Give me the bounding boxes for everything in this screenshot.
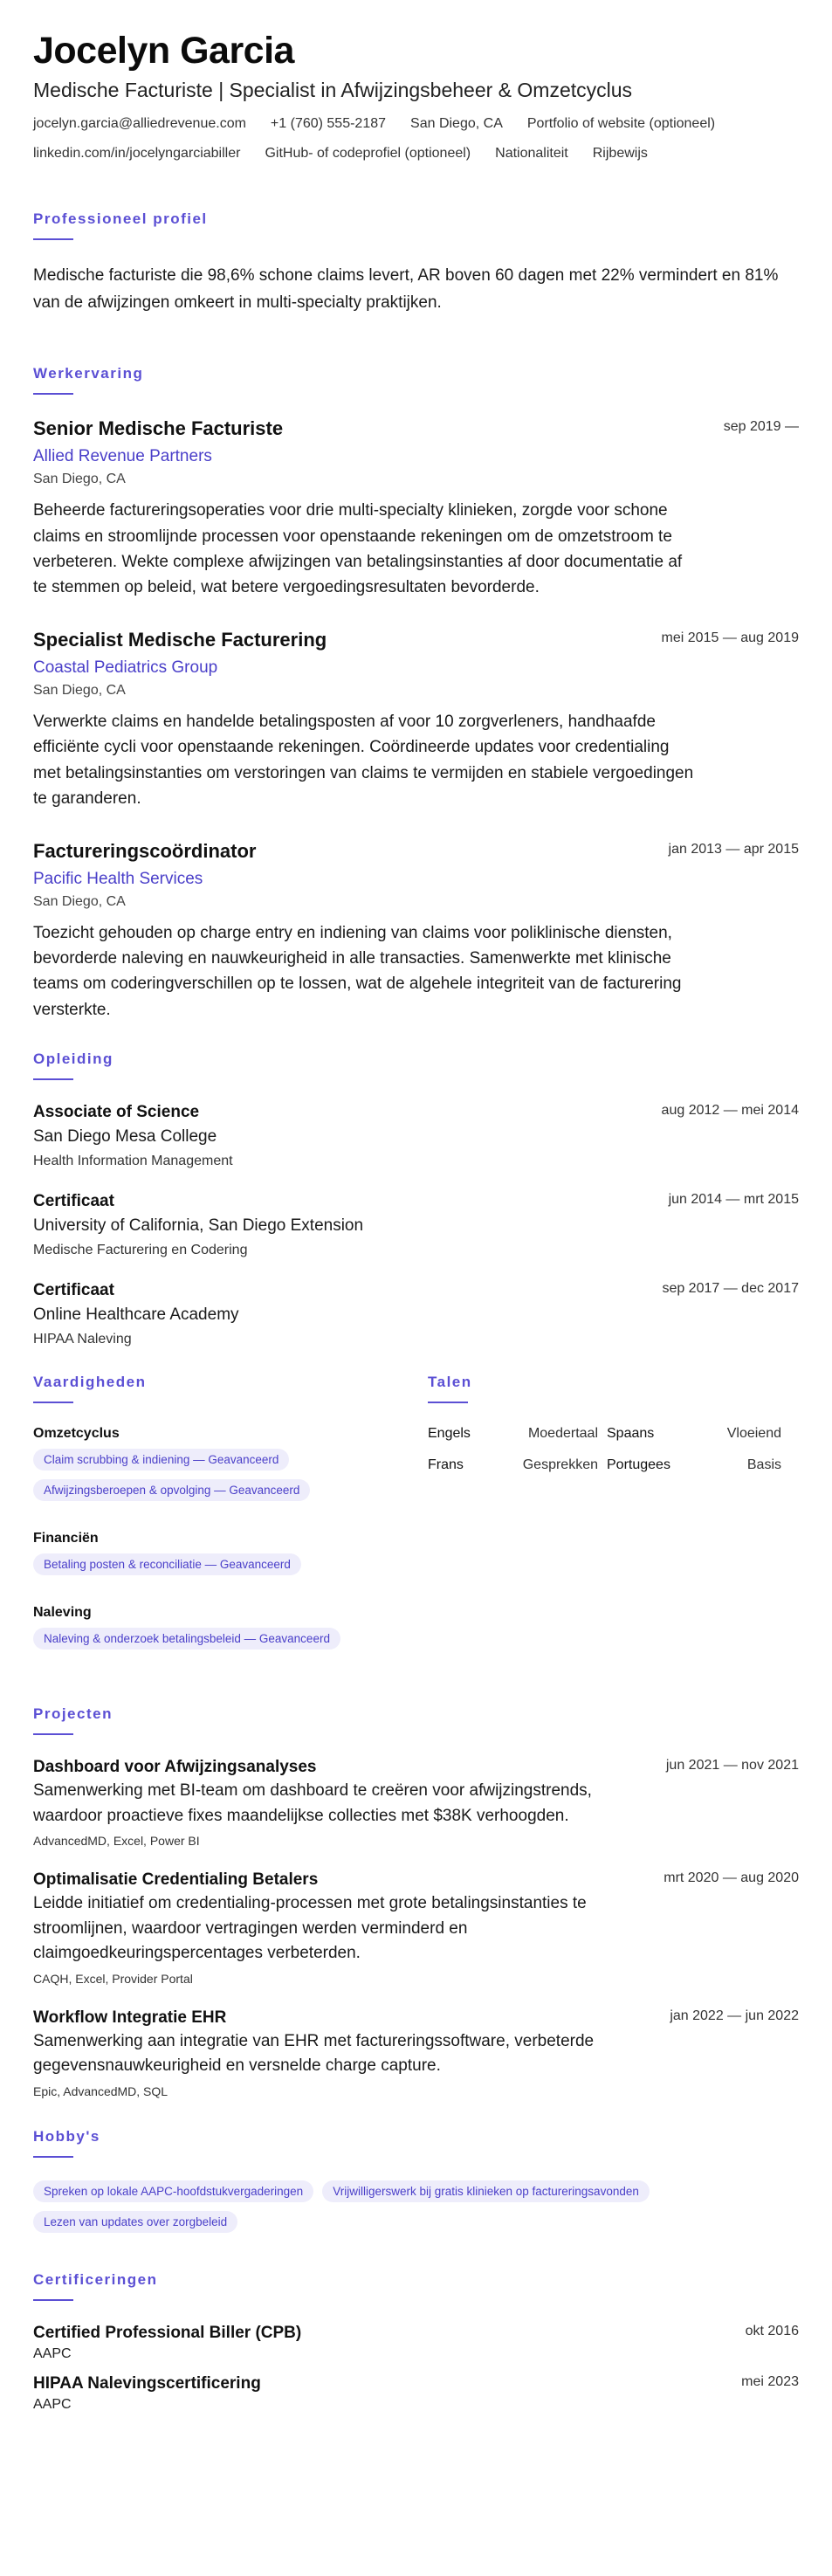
- job-description: Beheerde factureringsoperaties voor drie multi-specialty klinieken, zorgde voor schone claims en stroomlijnde processen voor openstaande rekeningen om de omzetstroom te verbeteren. Wekte complexe afwijzingen van betalingsinstanties af door documentatie af te stemmen op beleid, wat betere vergoedingsresultaten bevorderde.: [33, 501, 683, 597]
- project-dates: mrt 2020 — aug 2020: [664, 1870, 799, 1886]
- section-divider: [33, 238, 73, 240]
- skills-column: [33, 1374, 428, 1679]
- certifications-section: [33, 2271, 799, 2413]
- section-title: Professioneel profiel: [33, 210, 208, 228]
- job-title: Senior Medische Facturiste: [33, 417, 284, 440]
- job-entry: [33, 417, 799, 601]
- language-name: Spaans: [607, 1426, 655, 1442]
- education-field: Health Information Management: [33, 1154, 233, 1169]
- job-location: San Diego, CA: [33, 472, 126, 487]
- job-entry: [33, 629, 799, 812]
- language-name: Engels: [428, 1426, 471, 1442]
- resume-header: [33, 30, 799, 162]
- skills-languages-section: [33, 1374, 799, 1679]
- education-entry: [33, 1192, 799, 1258]
- project-description: Leidde initiatief om credentialing-processen met grote betalingsinstanties te stroomlijnen, waardoor vertragingen werden verminderd en claimgoedkeuringspercentages verbeterden.: [33, 1894, 587, 1963]
- job-description: Verwerkte claims en handelde betalingsposten af voor 10 zorgverleners, handhaafde efficiënte cycli voor openstaande rekeningen. Coördineerde updates voor credentialing met betalingsinstanties om verstoringen van claims te vermijden en stabiele vergoedingen te garanderen.: [33, 712, 694, 809]
- skill-chip: Betaling posten & reconciliatie — Geavanceerd: [33, 1553, 301, 1575]
- section-divider: [428, 1402, 468, 1403]
- job-entry: [33, 840, 799, 1023]
- section-divider: [33, 2299, 73, 2301]
- job-company: Coastal Pediatrics Group: [33, 658, 218, 677]
- education-school: Online Healthcare Academy: [33, 1305, 239, 1325]
- section-title: Werkervaring: [33, 365, 144, 382]
- hobbies-section: [33, 2128, 799, 2242]
- education-section: [33, 1050, 799, 1347]
- hobby-list: [33, 2180, 799, 2242]
- section-divider: [33, 1078, 73, 1080]
- hobby-chip: Lezen van updates over zorgbeleid: [33, 2211, 237, 2233]
- language-name: Portugees: [607, 1457, 670, 1473]
- education-dates: sep 2017 — dec 2017: [662, 1281, 799, 1297]
- project-title: Optimalisatie Credentialing Betalers: [33, 1870, 319, 1890]
- project-title: Workflow Integratie EHR: [33, 2008, 227, 2027]
- education-school: San Diego Mesa College: [33, 1127, 217, 1147]
- contact-phone[interactable]: +1 (760) 555-2187: [270, 116, 387, 132]
- job-dates: jan 2013 — apr 2015: [668, 841, 799, 857]
- certification-name: Certified Professional Biller (CPB): [33, 2323, 302, 2342]
- skill-group: [33, 1605, 428, 1658]
- language-level: Basis: [746, 1457, 781, 1473]
- project-tech: AdvancedMD, Excel, Power BI: [33, 1834, 200, 1849]
- job-location: San Diego, CA: [33, 682, 126, 698]
- skill-group: [33, 1426, 428, 1510]
- contact-row-2: [33, 146, 799, 162]
- education-degree: Associate of Science: [33, 1103, 200, 1122]
- section-divider: [33, 1733, 73, 1735]
- certification-entry: [33, 2374, 799, 2413]
- contact-location: San Diego, CA: [410, 116, 503, 132]
- language-level: Gesprekken: [522, 1457, 598, 1473]
- project-dates: jun 2021 — nov 2021: [665, 1758, 799, 1774]
- certification-issuer: AAPC: [33, 2345, 72, 2361]
- project-title: Dashboard voor Afwijzingsanalyses: [33, 1758, 317, 1777]
- section-title: Projecten: [33, 1705, 113, 1723]
- education-field: HIPAA Naleving: [33, 1332, 132, 1347]
- project-description: Samenwerking aan integratie van EHR met factureringssoftware, verbeterde gegevensnauwkeurigheid en versnelde charge capture.: [33, 2031, 595, 2076]
- job-location: San Diego, CA: [33, 893, 126, 909]
- language-level: Moedertaal: [527, 1426, 598, 1442]
- profile-summary: Medische facturiste die 98,6% schone claims levert, AR boven 60 dagen met 22% vermindert en 81% van de afwijzingen omkeert in multi-specialty praktijken.: [33, 266, 779, 312]
- languages-list: [428, 1426, 799, 1473]
- education-entry: [33, 1103, 799, 1169]
- job-company: Pacific Health Services: [33, 869, 203, 888]
- certification-issuer: AAPC: [33, 2396, 72, 2412]
- job-title: Specialist Medische Facturering: [33, 628, 327, 651]
- languages-column: [428, 1374, 799, 1679]
- education-degree: Certificaat: [33, 1281, 114, 1300]
- projects-section: [33, 1705, 799, 2098]
- contact-portfolio[interactable]: Portfolio of website (optioneel): [526, 116, 716, 132]
- certification-date: okt 2016: [745, 2323, 799, 2338]
- certification-date: mei 2023: [741, 2373, 799, 2389]
- hobby-chip: Spreken op lokale AAPC-hoofdstukvergaderingen: [33, 2180, 313, 2202]
- section-title: Talen: [428, 1374, 472, 1391]
- project-description: Samenwerking met BI-team om dashboard te creëren voor afwijzingstrends, waardoor proactieve fixes maandelijkse collecties met $38K verhoogden.: [33, 1781, 592, 1825]
- skill-chip: Claim scrubbing & indiening — Geavanceerd: [33, 1449, 289, 1471]
- contact-github[interactable]: GitHub- of codeprofiel (optioneel): [265, 146, 471, 162]
- project-tech: CAQH, Excel, Provider Portal: [33, 1971, 193, 1986]
- certification-entry: [33, 2324, 799, 2362]
- project-entry: [33, 2008, 799, 2098]
- section-divider: [33, 1402, 73, 1403]
- education-dates: jun 2014 — mrt 2015: [668, 1192, 799, 1208]
- certification-name: HIPAA Nalevingscertificering: [33, 2373, 261, 2393]
- education-school: University of California, San Diego Extension: [33, 1216, 364, 1236]
- skill-chip: Afwijzingsberoepen & opvolging — Geavanceerd: [33, 1479, 310, 1501]
- contact-license: Rijbewijs: [592, 146, 648, 162]
- skill-chip: Naleving & onderzoek betalingsbeleid — Geavanceerd: [33, 1628, 340, 1650]
- skill-category: Financiën: [33, 1531, 99, 1546]
- language-level: Vloeiend: [726, 1426, 781, 1442]
- job-dates: mei 2015 — aug 2019: [661, 630, 799, 645]
- profile-section: [33, 210, 799, 316]
- job-title: Factureringscoördinator: [33, 839, 257, 862]
- section-divider: [33, 393, 73, 395]
- section-title: Vaardigheden: [33, 1374, 147, 1391]
- education-dates: aug 2012 — mei 2014: [661, 1103, 799, 1119]
- education-entry: [33, 1281, 799, 1347]
- experience-section: [33, 365, 799, 1023]
- candidate-name: Jocelyn Garcia: [33, 30, 294, 72]
- project-tech: Epic, AdvancedMD, SQL: [33, 2084, 168, 2098]
- skill-category: Omzetcyclus: [33, 1426, 120, 1442]
- job-dates: sep 2019 —: [723, 419, 799, 435]
- contact-linkedin[interactable]: linkedin.com/in/jocelyngarciabiller: [33, 146, 241, 162]
- job-company: Allied Revenue Partners: [33, 447, 212, 466]
- candidate-headline: Medische Facturiste | Specialist in Afwijzingsbeheer & Omzetcyclus: [33, 79, 633, 102]
- contact-nationality: Nationaliteit: [495, 146, 568, 162]
- skill-category: Naleving: [33, 1605, 92, 1621]
- project-dates: jan 2022 — jun 2022: [670, 2008, 799, 2023]
- job-description: Toezicht gehouden op charge entry en indiening van claims voor poliklinische diensten, bevorderde naleving en nauwkeurigheid in alle transacties. Samenwerkte met klinische teams om coderingverschillen op te lossen, wat de algehele integriteit van de facturering versterkte.: [33, 923, 682, 1019]
- project-entry: [33, 1758, 799, 1848]
- section-title: Certificeringen: [33, 2270, 158, 2288]
- section-title: Hobby's: [33, 2127, 100, 2145]
- education-degree: Certificaat: [33, 1192, 114, 1211]
- section-title: Opleiding: [33, 1050, 113, 1068]
- language-name: Frans: [428, 1457, 464, 1473]
- section-divider: [33, 2156, 73, 2158]
- project-entry: [33, 1870, 799, 1986]
- hobby-chip: Vrijwilligerswerk bij gratis klinieken op factureringsavonden: [322, 2180, 650, 2202]
- skill-group: [33, 1531, 428, 1584]
- contact-row-1: [33, 116, 799, 132]
- contact-email[interactable]: jocelyn.garcia@alliedrevenue.com: [33, 116, 246, 132]
- education-field: Medische Facturering en Codering: [33, 1243, 248, 1258]
